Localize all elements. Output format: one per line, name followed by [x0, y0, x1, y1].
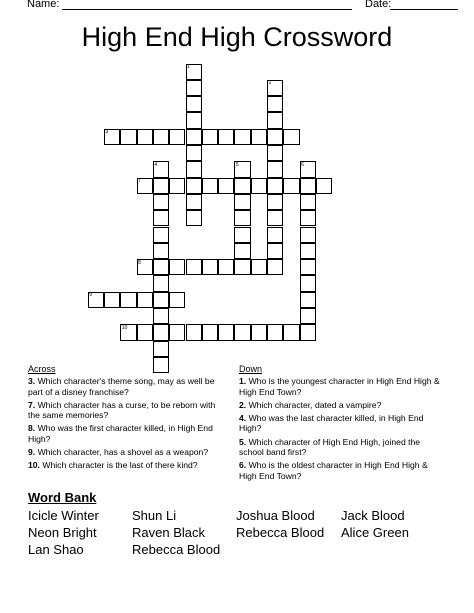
crossword-cell[interactable]	[169, 178, 185, 194]
crossword-cell[interactable]	[186, 80, 202, 96]
word-bank-item: Neon Bright	[28, 525, 97, 540]
crossword-cell[interactable]	[186, 194, 202, 210]
crossword-cell[interactable]	[300, 324, 316, 340]
crossword-cell[interactable]	[251, 178, 267, 194]
crossword-cell[interactable]	[316, 178, 332, 194]
crossword-cell[interactable]	[234, 178, 250, 194]
crossword-cell[interactable]	[267, 161, 283, 177]
across-clue: 8. Who was the first character killed, in High End High?	[28, 423, 213, 444]
crossword-cell[interactable]	[267, 243, 283, 259]
crossword-cell[interactable]	[234, 243, 250, 259]
crossword-cell[interactable]	[300, 194, 316, 210]
down-clues	[239, 364, 444, 484]
across-clue: 7. Which character has a curse, to be reborn with the same memories?	[28, 399, 216, 421]
crossword-cell[interactable]	[234, 259, 250, 275]
crossword-cell[interactable]	[300, 227, 316, 243]
crossword-cell[interactable]	[267, 210, 283, 226]
word-bank-item: Joshua Blood	[236, 508, 315, 523]
crossword-cell[interactable]	[218, 129, 234, 145]
crossword-cell[interactable]	[267, 227, 283, 243]
crossword-cell[interactable]	[251, 324, 267, 340]
crossword-cell[interactable]	[251, 129, 267, 145]
crossword-cell[interactable]	[153, 292, 169, 308]
crossword-cell[interactable]	[186, 129, 202, 145]
across-clue: 10. Which character is the last of there kind?	[28, 460, 198, 471]
crossword-cell[interactable]	[120, 292, 136, 308]
date-label: Date:	[365, 0, 392, 10]
crossword-cell[interactable]	[137, 129, 153, 145]
page-title: High End High Crossword	[81, 22, 393, 52]
down-clue: 4. Who was the last character killed, in High End High?	[239, 413, 424, 434]
crossword-cell[interactable]	[300, 275, 316, 291]
word-bank-title: Word Bank	[28, 490, 97, 505]
crossword-cell[interactable]	[169, 292, 185, 308]
crossword-cell[interactable]	[218, 178, 234, 194]
crossword-cell[interactable]	[153, 178, 169, 194]
crossword-cell[interactable]	[300, 210, 316, 226]
crossword-cell[interactable]	[153, 308, 169, 324]
down-clue: 5. Which character of High End High, joined the school band first?	[239, 436, 421, 458]
crossword-cell[interactable]	[218, 259, 234, 275]
clue-number-label: 3	[105, 129, 109, 136]
crossword-cell[interactable]	[283, 129, 299, 145]
crossword-cell[interactable]	[186, 145, 202, 161]
down-clue: 2. Which character, dated a vampire?	[239, 399, 382, 410]
crossword-cell[interactable]	[186, 178, 202, 194]
crossword-cell[interactable]	[137, 292, 153, 308]
crossword-cell[interactable]	[153, 275, 169, 291]
crossword-cell[interactable]	[267, 112, 283, 128]
crossword-cell[interactable]	[300, 259, 316, 275]
crossword-cell[interactable]	[186, 112, 202, 128]
crossword-cell[interactable]	[153, 194, 169, 210]
crossword-cell[interactable]	[137, 324, 153, 340]
crossword-cell[interactable]	[104, 292, 120, 308]
crossword-cell[interactable]	[234, 210, 250, 226]
down-heading: Down	[239, 364, 263, 374]
crossword-cell[interactable]	[153, 324, 169, 340]
crossword-cell[interactable]	[202, 178, 218, 194]
crossword-cell[interactable]	[202, 259, 218, 275]
crossword-cell[interactable]	[169, 259, 185, 275]
crossword-cell[interactable]	[186, 161, 202, 177]
across-clue: 3. Which character's theme song, may as well be part of a disney franchise?	[28, 376, 215, 397]
crossword-cell[interactable]	[186, 210, 202, 226]
crossword-cell[interactable]	[234, 129, 250, 145]
crossword-cell[interactable]	[267, 129, 283, 145]
crossword-cell[interactable]	[153, 227, 169, 243]
word-bank-item: Rebecca Blood	[132, 542, 221, 557]
down-clue: 1. Who is the youngest character in High End High & High End Town?	[239, 376, 440, 397]
crossword-cell[interactable]	[234, 194, 250, 210]
clue-number-label: 7	[138, 178, 141, 185]
crossword-cell[interactable]	[202, 324, 218, 340]
crossword-cell[interactable]	[153, 259, 169, 275]
down-clue: 6. Who is the oldest character in High End High & High End Town?	[239, 460, 428, 481]
crossword-cell[interactable]	[267, 178, 283, 194]
crossword-cell[interactable]	[283, 324, 299, 340]
across-clue: 9. Which character, has a shovel as a weapon?	[28, 447, 209, 458]
across-heading: Across	[28, 364, 56, 374]
crossword-cell[interactable]	[186, 96, 202, 112]
crossword-cell[interactable]	[234, 227, 250, 243]
crossword-cell[interactable]	[300, 243, 316, 259]
crossword-cell[interactable]	[202, 129, 218, 145]
crossword-cell[interactable]	[218, 324, 234, 340]
crossword-cell[interactable]	[120, 129, 136, 145]
crossword-cell[interactable]	[234, 324, 250, 340]
crossword-cell[interactable]	[186, 259, 202, 275]
crossword-cell[interactable]	[153, 210, 169, 226]
word-bank-item: Lan Shao	[28, 542, 84, 557]
crossword-cell[interactable]	[267, 145, 283, 161]
crossword-cell[interactable]	[300, 292, 316, 308]
crossword-cell[interactable]	[251, 259, 267, 275]
crossword-cell[interactable]	[153, 243, 169, 259]
crossword-cell[interactable]	[267, 194, 283, 210]
crossword-cell[interactable]	[300, 178, 316, 194]
word-bank-item: Icicle Winter	[28, 508, 99, 523]
word-bank-item: Raven Black	[132, 525, 205, 540]
crossword-cell[interactable]	[153, 341, 169, 357]
word-bank-item: Jack Blood	[341, 508, 405, 523]
clue-number-label: 6	[301, 161, 304, 168]
crossword-cell[interactable]	[300, 308, 316, 324]
crossword-cell[interactable]	[169, 129, 185, 145]
word-bank-item: Alice Green	[341, 525, 409, 540]
crossword-cell[interactable]	[169, 324, 185, 340]
clue-number-label: 5	[235, 161, 239, 168]
clue-number-label: 10	[121, 324, 128, 331]
crossword-cell[interactable]	[153, 129, 169, 145]
crossword-cell[interactable]	[267, 324, 283, 340]
crossword-cell[interactable]	[267, 259, 283, 275]
clue-number-label: 2	[268, 80, 272, 87]
word-bank-item: Rebecca Blood	[236, 525, 325, 540]
clue-number-label: 4	[154, 161, 158, 168]
name-label: Name:	[27, 0, 60, 10]
clue-number-label: 8	[138, 259, 141, 266]
crossword-cell[interactable]	[267, 96, 283, 112]
clue-number-label: 1	[187, 64, 190, 70]
across-clues	[28, 364, 228, 474]
word-bank-item: Shun Li	[132, 508, 177, 523]
crossword-cell[interactable]	[283, 178, 299, 194]
crossword-cell[interactable]	[186, 324, 202, 340]
clue-number-label: 9	[89, 292, 92, 299]
